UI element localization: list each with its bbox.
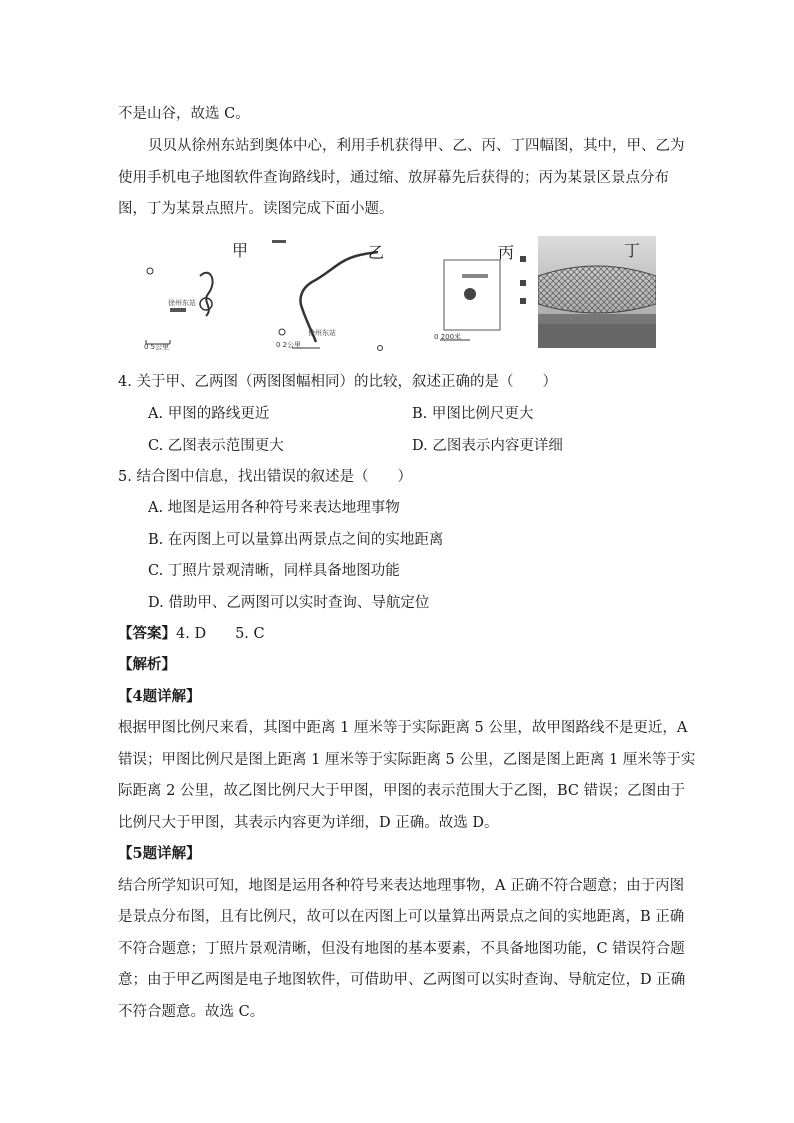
q4-option-d: D. 乙图表示内容更详细 [412,438,563,454]
q5-detail-line-3: 不符合题意；丁照片景观清晰，但没有地图的基本要素，不具备地图功能，C 错误符合题 [118,941,685,957]
figure-bing-scale: 0 200米 [434,333,462,341]
q5-option-a: A. 地图是运用各种符号来表达地理事物 [148,500,400,516]
figure-ding-photo [538,236,656,348]
figure-bing-map [426,236,536,352]
answer-label: 【答案】 [118,625,176,642]
q5-detail-line-5: 不符合题意。故选 C。 [118,1004,265,1020]
figure-jia-scale: 0 5公里 [144,343,170,351]
q4-detail-line-3: 际距离 2 公里，故乙图比例尺大于甲图，甲图的表示范围大于乙图，BC 错误；乙图由于 [118,783,686,799]
figure-yi-place: 徐州东站 [308,329,336,337]
q4-detail-line-2: 错误；甲图比例尺是图上距离 1 厘米等于实际距离 5 公里，乙图是图上距离 1 厘米等于实 [118,752,696,768]
q5-option-b: B. 在丙图上可以量算出两景点之间的实地距离 [148,532,444,548]
answer-line [118,624,265,644]
analysis-label: 【解析】 [118,656,176,673]
q5-option-d: D. 借助甲、乙两图可以实时查询、导航定位 [148,595,430,611]
answer-value: 4. D 5. C [176,626,265,642]
q5-detail-line-2: 是景点分布图，且有比例尺，故可以在丙图上可以量算出两景点之间的实地距离，B 正确 [118,909,685,925]
figure-yi-label: 乙 [368,243,385,262]
passage-line-2: 使用手机电子地图软件查询路线时，通过缩、放屏幕先后获得的；丙为某景区景点分布 [118,170,669,186]
q4-stem: 4. 关于甲、乙两图（两图图幅相同）的比较，叙述正确的是（ ） [118,374,557,390]
q5-detail-line-4: 意；由于甲乙两图是电子地图软件，可借助甲、乙两图可以实时查询、导航定位，D 正确 [118,972,686,988]
q5-option-c: C. 丁照片景观清晰，同样具备地图功能 [148,563,400,579]
route-map-jia [140,236,270,352]
q4-detail-label: 【4题详解】 [118,688,201,705]
figure-yi-map [272,236,396,352]
q4-option-c: C. 乙图表示范围更大 [148,438,284,454]
figure-yi-scale: 0 2公里 [276,341,302,349]
figure-jia-map [140,236,270,352]
figure-jia-place: 徐州东站 [168,299,196,307]
figure-bing-label: 丙 [498,243,515,262]
q5-detail-label: 【5题详解】 [118,845,201,862]
figure-ding-label: 丁 [624,241,641,260]
passage-line-1: 贝贝从徐州东站到奥体中心，利用手机获得甲、乙、丙、丁四幅图，其中，甲、乙为 [148,138,685,154]
figure-jia-label: 甲 [232,241,249,260]
q4-option-b: B. 甲图比例尺更大 [412,406,534,422]
q5-detail-line-1: 结合所学知识可知，地图是运用各种符号来表达地理事物，A 正确不符合题意；由于丙图 [118,878,685,894]
q4-detail-line-1: 根据甲图比例尺来看，其图中距离 1 厘米等于实际距离 5 公里，故甲图路线不是更近，A [118,720,688,736]
intro-line: 不是山谷，故选 C。 [118,106,250,122]
q5-stem: 5. 结合图中信息，找出错误的叙述是（ ） [118,469,412,485]
passage-line-3: 图，丁为某景点照片。读图完成下面小题。 [118,201,394,217]
q4-detail-line-4: 比例尺大于甲图，其表示内容更为详细，D 正确。故选 D。 [118,815,499,831]
q4-option-a: A. 甲图的路线更近 [148,406,270,422]
